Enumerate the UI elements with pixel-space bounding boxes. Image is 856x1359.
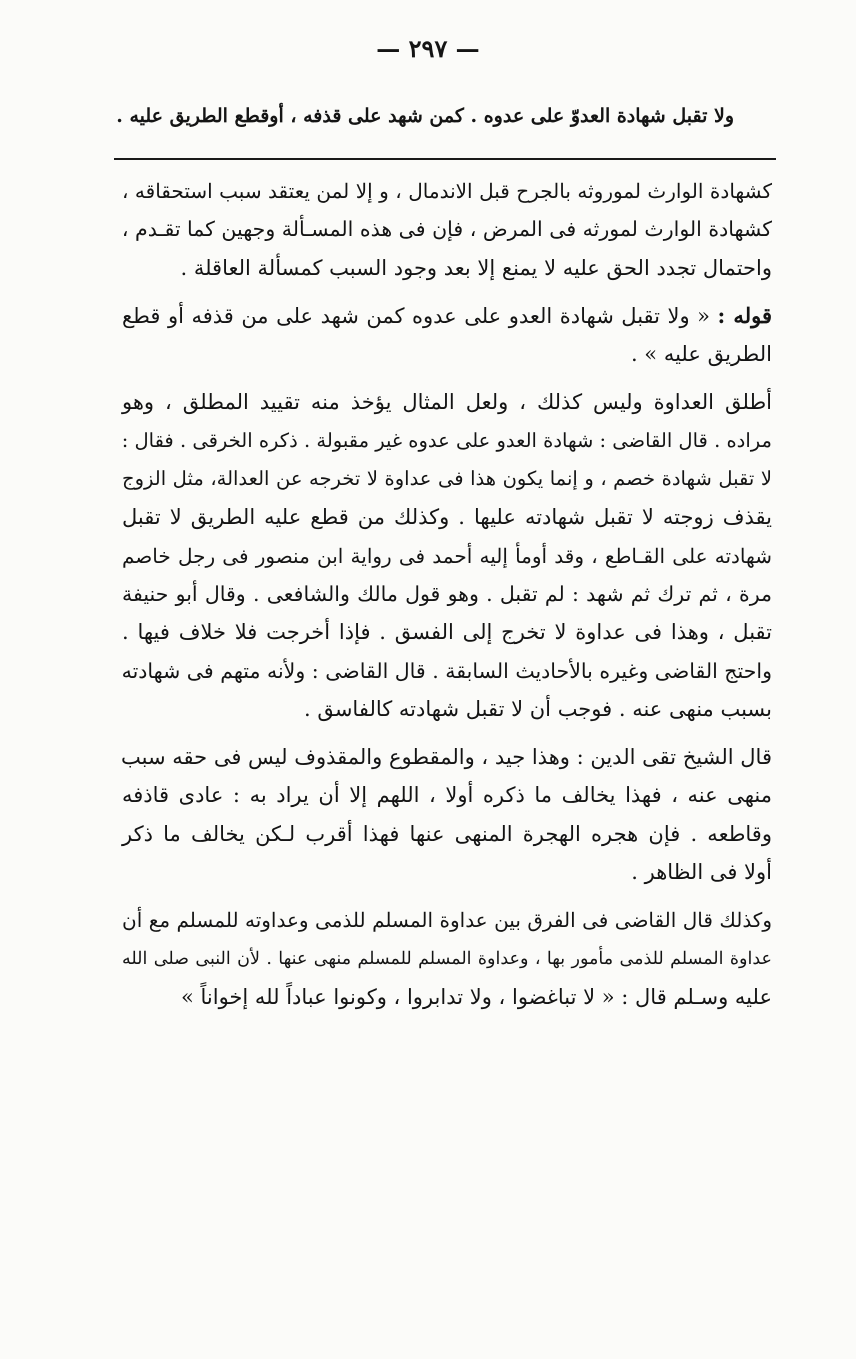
text-line: بسبب منهى عنه . فوجب أن لا تقبل شهادته كالفاسق .	[303, 696, 772, 721]
text-line: كشهادة الوارث لموروثه بالجرح قبل الاندمال ، و إلا لمن يعتقد سبب استحقاقه ،	[122, 179, 772, 203]
text-line: قال الشيخ تقى الدين : وهذا جيد ، والمقطوع والمقذوف ليس فى حقه سبب	[121, 745, 772, 770]
qawluhu-lead: قوله :	[717, 302, 772, 328]
text-line: وكذلك قال القاضى فى الفرق بين عداوة المسلم للذمى وعداوته للمسلم مع أن	[122, 908, 772, 933]
text-line: وقاطعه . فإن هجره الهجرة المنهى عنها فهذا أقرب لـكن يخالف ما ذكر	[122, 821, 772, 846]
text-line: شهادته على القـاطع ، وقد أومأ إليه أحمد فى رواية ابن منصور فى رجل خاصم	[122, 543, 772, 568]
text-line: الطريق عليه » .	[630, 342, 772, 367]
text-line: يقذف زوجته لا تقبل شهادته عليها . وكذلك من قطع عليه الطريق لا تقبل	[122, 505, 772, 530]
paragraph-2	[122, 297, 772, 374]
text-line: تقبل ، وهذا فى عداوة لا تخرج إلى الفسق . فإذا أخرجت فلا خلاف فيها .	[122, 620, 772, 645]
paragraph-1	[122, 172, 772, 287]
text-line: واحتمال تجدد الحق عليه لا يمنع إلا بعد وجود السبب كمسألة العاقلة .	[180, 255, 772, 280]
text-line: واحتج القاضى وغيره بالأحاديث السابقة . قال القاضى : ولأنه متهم فى شهادته	[121, 658, 772, 683]
commentary-body	[122, 172, 772, 1026]
paragraph-3	[122, 383, 772, 728]
text-line: منهى عنه ، فهذا يخالف ما ذكره أولا ، اللهم إلا أن يراد به : عادى قاذفه	[122, 783, 772, 808]
text-line: كشهادة الوارث لمورثه فى المرض ، فإن فى هذه المسـألة وجهين كما تقـدم ،	[121, 217, 772, 242]
separator-rule	[114, 158, 776, 160]
text-line	[122, 297, 772, 335]
text-line: لا تقبل شهادة خصم ، و إنما يكون هذا فى عداوة لا تخرجه عن العدالة، مثل الزوج	[122, 467, 772, 491]
paragraph-5	[122, 901, 772, 1016]
matn-text: ولا تقبل شهادة العدوّ على عدوه . كمن شهد على قذفه ، أوقطع الطريق عليه .	[116, 105, 734, 127]
text-line: عداوة المسلم للذمى مأمور بها ، وعداوة المسلم للمسلم منهى عنها . لأن النبى صلى الله	[122, 948, 772, 969]
paragraph-4	[122, 738, 772, 891]
text-line: عليه وسـلم قال : « لا تباغضوا ، ولا تدابروا ، وكونوا عباداً لله إخواناً »	[180, 984, 772, 1009]
quoted-matn: « ولا تقبل شهادة العدو على عدوه كمن شهد على من قذفه أو قطع	[122, 303, 711, 328]
page-number: — ٢٩٧ —	[376, 34, 480, 63]
text-line: مرة ، ثم ترك ثم شهد : لم تقبل . وهو قول مالك والشافعى . وقال أبو حنيفة	[122, 581, 772, 606]
text-line: أولا فى الظاهر .	[631, 860, 772, 885]
text-line: مراده . قال القاضى : شهادة العدو على عدوه غير مقبولة . ذكره الخرقى . فقال :	[121, 428, 772, 452]
text-line: أطلق العداوة وليس كذلك ، ولعل المثال يؤخذ منه تقييد المطلق ، وهو	[122, 390, 772, 415]
